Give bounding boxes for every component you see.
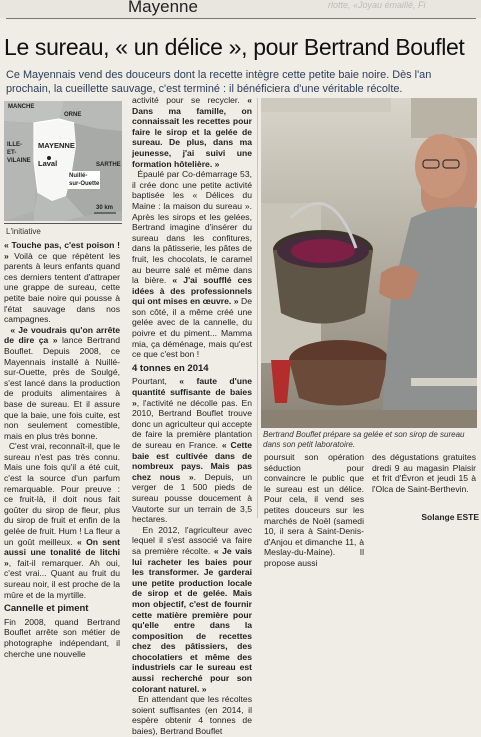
quote: « Touche pas, c'est poison ! » (4, 240, 120, 261)
map-label-ille-et-vilaine: ILLE- ET- VILAINE (7, 142, 31, 164)
body-column-4: des dégustations gratuites dredi 9 au magasin Plaisir et frit d'Évron et jeudi 15 à l'Olca de Saint-Berthevin. (372, 452, 476, 494)
map-label-nuille: Nuillé- sur-Ouette (69, 173, 100, 187)
column-divider (257, 98, 258, 518)
body-column-1 (4, 240, 120, 659)
map-label-laval: Laval (38, 159, 58, 168)
photo-caption: Bertrand Bouflet prépare sa gelée et son sirop de sureau dans son petit laboratoire. (263, 430, 465, 449)
paragraph: activité pour se recycler. (132, 95, 248, 105)
paragraph: En attendant que les récoltes soient suffisantes (en 2014, il espère obtenir 4 tonnes de baies), Bertrand Bouflet (132, 694, 252, 737)
paragraph: , l'activité ne décolle pas. En 2010, Bertrand Bouflet trouve donc un agriculteur qui accepte de faire la première plantation de sureau en France. (132, 397, 252, 450)
locator-map (4, 101, 122, 221)
map-credit: L'initiative (6, 227, 41, 236)
body-column-2 (132, 95, 252, 737)
quote: « Cette baie est cultivée dans de nombreux pays. Mais pas chez nous » (132, 440, 252, 482)
map-rule (4, 223, 122, 224)
quote: « On sent aussi une tonalité de litchi » (4, 536, 120, 568)
subheading: 4 tonnes en 2014 (132, 362, 209, 374)
paragraph: Voilà ce que répètent les parents à leurs enfants quand ces derniers tentent d'attraper une grappe de sureau, cette petite baie noire qui pousse à l'état sauvage dans nos campagnes. (4, 250, 120, 325)
paragraph: C'est vrai, reconnaît-il, que le sureau n'est pas très connu. Mais une fois qu'il a été cuit, c'est la source d'un parfum remarquable. Pour preuve : ce fruit-là, il doit nous fait goûter du sirop de fleur, plus du sirop de fruit et enfin de la gelée de fruit. Hum ! La fleur a un goût meilleux. (4, 441, 120, 547)
quote: « J'ai soufflé ces idées à des professionnels qui ont mises en œuvre. » (132, 275, 252, 307)
map-scale: 30 km (96, 205, 114, 211)
paragraph: , fait-il remarquer. Ah oui, c'est vrai... Quant au fruit du sureau noir, il est proche de la mûre et de la myrtille. (4, 557, 120, 600)
paragraph: . Depuis, un verger de 1 500 pieds de sureau pousse doucement à Vautorte sur un terrain de 3,5 hectares. (132, 471, 252, 525)
map-label-orne: ORNE (64, 112, 82, 118)
quote: « Je vais lui racheter les baies pour les transformer. Je garderai une petite production locale de sirop et de gelée. Mais mon objectif, c'est de fournir cette matière première pour qu'elle entre dans la composition de recettes chez des pâtissiers, des chocolatiers et même des industriels car le sureau est aussi recherché pour son colorant naturel. » (132, 545, 252, 694)
map-label-mayenne: MAYENNE (38, 141, 75, 150)
lead-paragraph: Ce Mayennais vend des douceurs dont la recette intègre cette petite baie noire. Dès l'an prochain, la cueillette sauvage, c'est terminé : il bénéficiera d'une véritable récolte. (6, 69, 432, 95)
subheading: Cannelle et piment (4, 603, 89, 615)
quote: « Dans ma famille, on connaissait les recettes pour faire le sirop et la gelée de sureau. De plus, dans ma jeunesse, j'ai suivi une formation hôtelière. » (132, 95, 252, 169)
quote: « faute d'une quantité suffisante de baies » (132, 376, 252, 408)
photo-bertrand-bouflet (261, 98, 477, 428)
photo-graphic (261, 98, 477, 428)
headline: Le sureau, « un délice », pour Bertrand Bouflet (4, 34, 465, 60)
paragraph: Pourtant, (132, 376, 180, 387)
paragraph: De son côté, il a même créé une gelée avec de la cannelle, du poivre et du piment... Mamma mia, ça déménage, mais qu'est ce que c'est bon ! (132, 296, 253, 360)
map-label-manche: MANCHE (8, 104, 35, 110)
paragraph: En 2012, l'agriculteur avec lequel il s'est associé va faire sa première récolte. (132, 524, 252, 556)
paragraph: lance Bertrand Bouflet. Depuis 2008, ce Mayennais installé à Nuillé-sur-Ouette, près de Soulgé, s'est lancé dans la production de produits alimentaires à base de sureau. Et il assure que la baie, une fois cuite, est non seulement comestible, mais en plus très bonne. (4, 335, 120, 441)
header-rule (6, 18, 476, 19)
paragraph: Fin 2008, quand Bertrand Bouflet arrête son métier de photographe indépendant, il cherche une nouvelle (4, 616, 120, 659)
body-column-3: poursuit son opération séduction pour convaincre le public que le sureau est un délice. Pour cela, il vend ses petites douceurs sur les marchés de Noël (samedi 10, il sera à Saint-Denis-d'Anjou et dimanche 11, à Meslay-du-Maine). Il propose aussi (264, 452, 364, 568)
section-title: Mayenne (128, 0, 198, 16)
paragraph: Épaulé par Co-démarrage 53, il crée donc une petite activité baptisée les « Délices du Maine : la maison du sureau ». Après les sirops et les gelées, Bertrand imagine d'insérer du sureau dans les confitures, dans la pâtisserie, les pâtes de fruit, les chocolats, le caramel au beurre salé et même dans la bière. (132, 169, 252, 286)
author-signature: Solange ESTE (421, 512, 479, 522)
map-label-sarthe: SARTHE (96, 162, 121, 168)
top-strip-text: rlotte, «Joyau émaillé, Fi (328, 0, 426, 10)
quote: « Je voudrais qu'on arrête de dire ça » (4, 324, 121, 346)
